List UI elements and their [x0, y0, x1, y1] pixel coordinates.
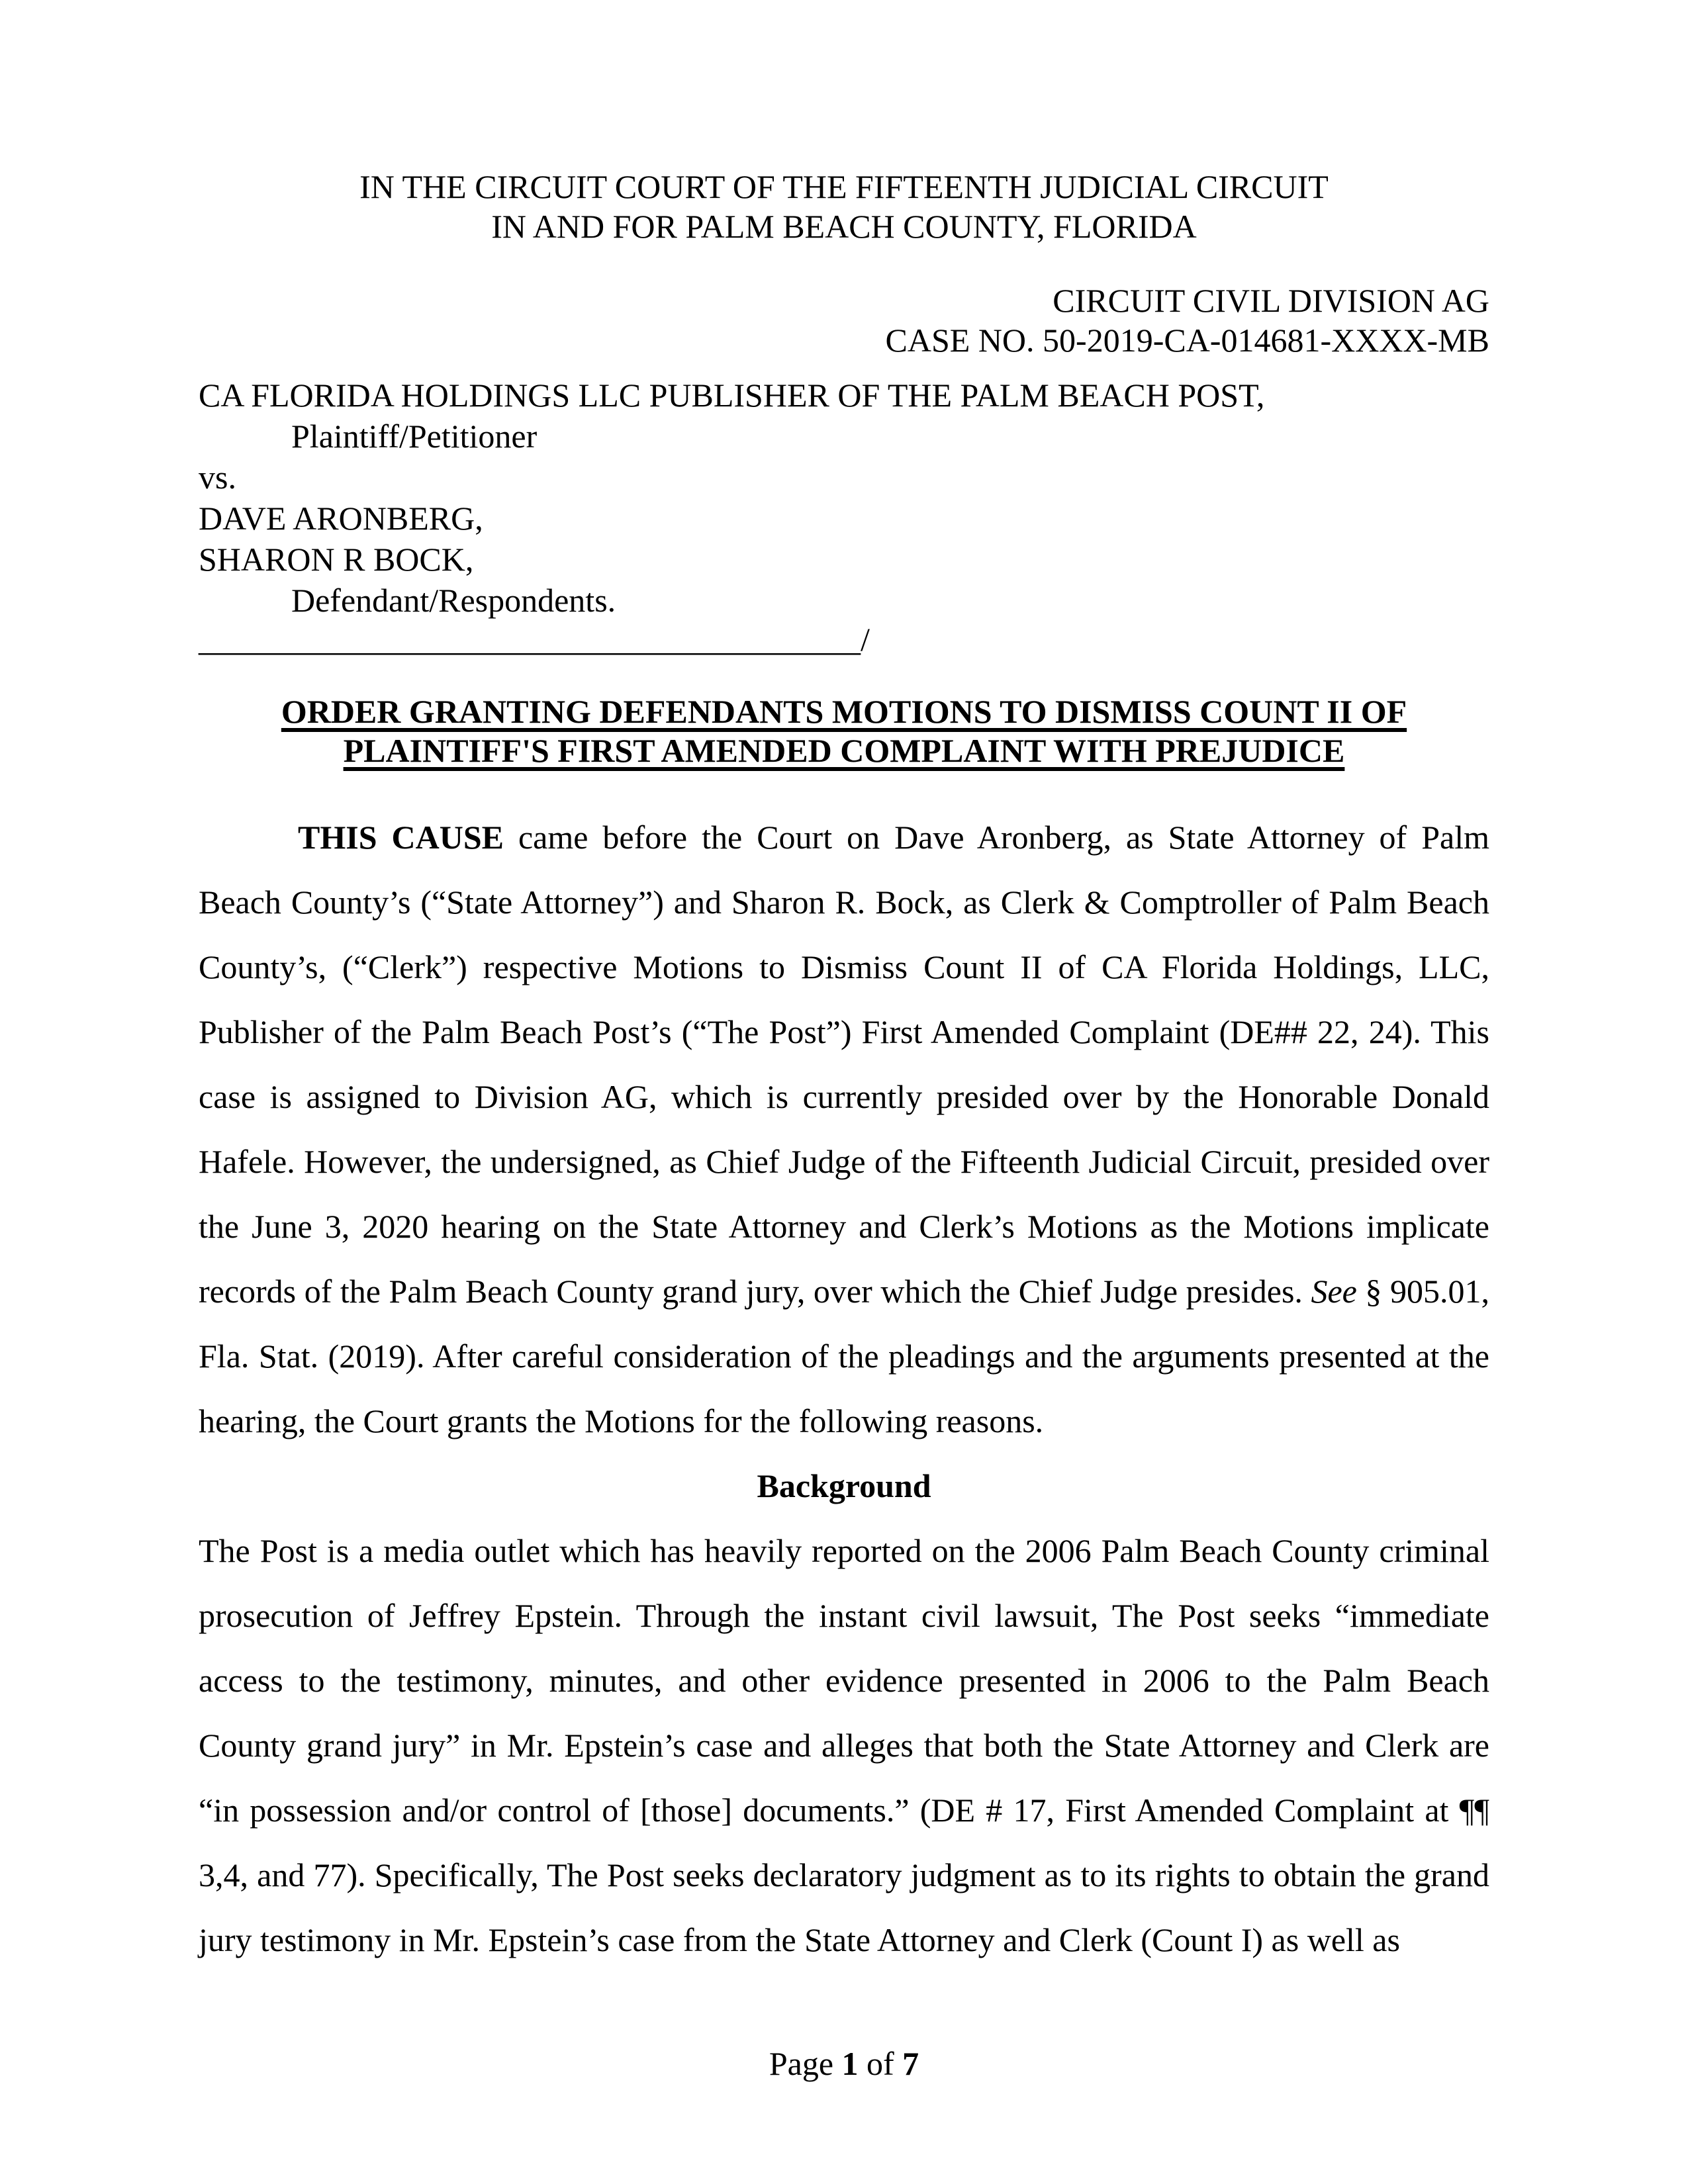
- versus-label: vs.: [199, 459, 236, 496]
- defendant-designation: Defendant/Respondents.: [291, 582, 616, 619]
- paragraph-background: The Post is a media outlet which has heavily reported on the 2006 Palm Beach County criminal prosecution of Jeffrey Epstein. Through the instant civil lawsuit, The Post seeks “immediate access to the testimony, minutes, and other evidence presented in 2006 to the Palm Beach County grand jury” in Mr. Epstein’s case and alleges that both the State Attorney and Clerk are “in possession and/or control of [those] documents.” (DE # 17, First Amended Complaint at ¶¶ 3,4, and 77). Specifically, The Post seeks declaratory judgment as to its rights to obtain the grand jury testimony in Mr. Epstein’s case from the State Attorney and Clerk (Count I) as well as: [199, 1532, 1489, 1958]
- case-caption: [199, 375, 1489, 658]
- footer-page-number: 1: [841, 2045, 859, 2082]
- order-title: [199, 692, 1489, 770]
- court-jurisdiction-line: IN AND FOR PALM BEACH COUNTY, FLORIDA: [491, 208, 1197, 245]
- order-title-line-2: [199, 731, 1489, 770]
- paragraph-this-cause: [199, 805, 1489, 1453]
- court-header: [199, 167, 1489, 246]
- order-title-text-2: PLAINTIFF'S FIRST AMENDED COMPLAINT WITH PREJUDICE: [343, 732, 1345, 769]
- footer-page-label: Page: [769, 2045, 842, 2082]
- court-name-line: IN THE CIRCUIT COURT OF THE FIFTEENTH JUDICIAL CIRCUIT: [359, 168, 1329, 205]
- paragraph-lead-in: THIS CAUSE: [298, 819, 504, 856]
- paragraph-text-a: came before the Court on Dave Aronberg, as State Attorney of Palm Beach County’s (“State Attorney”) and Sharon R. Bock, as Clerk & Comptroller of Palm Beach County’s, (“Clerk”) respective Motions to Dismiss Count II of CA Florida Holdings, LLC, Publisher of the Palm Beach Post’s (“The Post”) First Amended Complaint (DE## 22, 24). This case is assigned to Division AG, which is currently presided over by the Honorable Donald Hafele. However, the undersigned, as Chief Judge of the Fifteenth Judicial Circuit, presided over the June 3, 2020 hearing on the State Attorney and Clerk’s Motions as the Motions implicate records of the Palm Beach County grand jury, over which the Chief Judge presides.: [199, 819, 1489, 1310]
- footer-total-pages: 7: [902, 2045, 919, 2082]
- caption-separator-line: ________________________________________/: [199, 621, 870, 658]
- plaintiff-designation: Plaintiff/Petitioner: [291, 418, 538, 455]
- footer-of-label: of: [858, 2045, 903, 2082]
- case-number: CASE NO. 50-2019-CA-014681-XXXX-MB: [885, 322, 1489, 359]
- background-heading: Background: [757, 1467, 931, 1504]
- defendant-name-2: SHARON R BOCK,: [199, 541, 474, 578]
- division-label: CIRCUIT CIVIL DIVISION AG: [1053, 282, 1489, 319]
- plaintiff-name: CA FLORIDA HOLDINGS LLC PUBLISHER OF THE PALM BEACH POST,: [199, 377, 1265, 414]
- paragraph-text-b: § 905.01, Fla. Stat. (2019). After careful consideration of the pleadings and the arguments presented at the hearing, the Court grants the Motions for the following reasons.: [199, 1273, 1489, 1439]
- page-footer: [199, 2044, 1489, 2083]
- order-title-line-1: [199, 692, 1489, 731]
- order-title-text-1: ORDER GRANTING DEFENDANTS MOTIONS TO DISMISS COUNT II OF: [281, 693, 1407, 730]
- citation-signal: See: [1311, 1273, 1357, 1310]
- defendant-name-1: DAVE ARONBERG,: [199, 500, 483, 537]
- case-info-block: [199, 281, 1489, 360]
